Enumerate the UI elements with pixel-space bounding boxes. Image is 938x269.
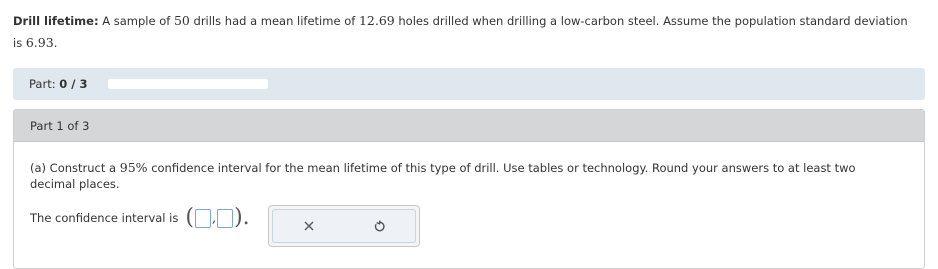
lower-bound-input[interactable] (195, 209, 211, 228)
progress-track (108, 79, 268, 89)
undo-icon (373, 220, 386, 233)
confidence-level: 95% (119, 160, 148, 175)
part-progress-label (29, 77, 87, 91)
population-sd: 6.93 (25, 35, 54, 50)
part-progress-bar (13, 68, 925, 100)
open-paren: ( (185, 205, 194, 230)
sample-mean: 12.69 (358, 13, 395, 28)
part-label-text: Part: (29, 77, 56, 91)
question-text-1: (a) Construct a (30, 161, 120, 175)
problem-text-2: drills had a mean lifetime of (189, 14, 359, 28)
problem-text-3: holes drilled when drilling a low-carbon steel. Assume the population standard deviation is (13, 14, 908, 50)
problem-statement (13, 10, 918, 54)
part-progress-value: 0 / 3 (59, 77, 88, 91)
problem-title: Drill lifetime: (13, 14, 99, 28)
clear-button[interactable] (289, 213, 329, 239)
reset-button[interactable] (360, 213, 400, 239)
close-paren: ). (234, 205, 250, 230)
answer-row (30, 204, 251, 232)
interval-comma: , (211, 210, 217, 226)
sample-size: 50 (173, 13, 190, 28)
part-header: Part 1 of 3 (14, 110, 924, 142)
answer-prefix: The confidence interval is (30, 211, 179, 225)
answer-tools-panel (268, 205, 420, 247)
question-text-2: confidence interval for the mean lifetime of this type of drill. Use tables or technology. Round your answers to at least two decimal places. (30, 161, 856, 191)
question-text (30, 160, 900, 192)
x-icon (303, 220, 315, 232)
answer-tools-inner (272, 209, 416, 243)
problem-text-1: A sample of (98, 14, 174, 28)
upper-bound-input[interactable] (217, 209, 233, 228)
part-card (13, 109, 925, 269)
problem-text-4: . (53, 36, 58, 50)
